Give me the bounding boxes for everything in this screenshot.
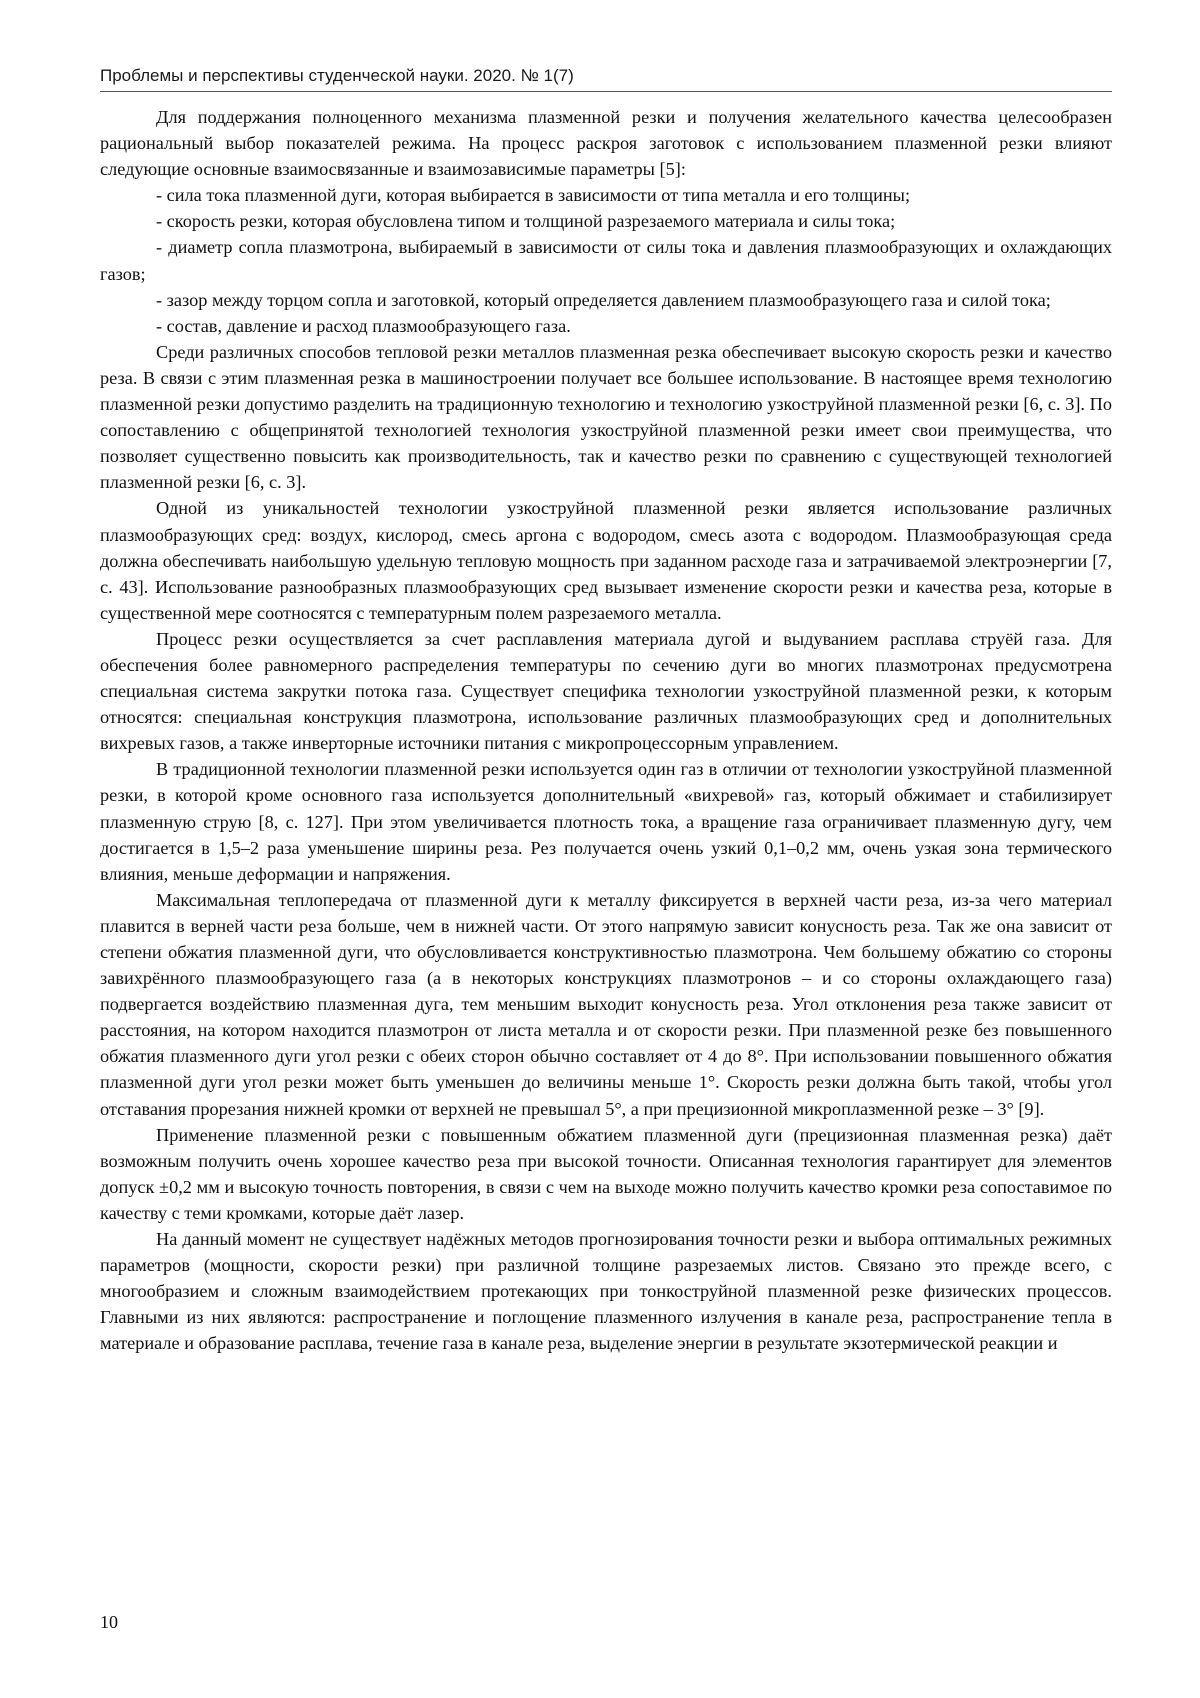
list-item-gas: - состав, давление и расход плазмообразующего газа.: [100, 313, 1112, 339]
paragraph-precision: Применение плазменной резки с повышенным обжатием плазменной дуги (прецизионная плазменная резка) даёт возможным получить очень хорошее качество реза при высокой точности. Описанная технология гарантирует для элементов допуск ±0,2 мм и высокую точность повторения, в связи с чем на выходе можно получить качество кромки реза сопоставимое по качеству с теми кромками, которые даёт лазер.: [100, 1122, 1112, 1226]
paragraph-process: Процесс резки осуществляется за счет расплавления материала дугой и выдуванием расплава струёй газа. Для обеспечения более равномерного распределения температуры по сечению дуги во многих плазмотронах предусмотрена специальная система закрутки потока газа. Существует специфика технологии узкоструйной плазменной резки, к которым относятся: специальная конструкция плазмотрона, использование различных плазмообразующих сред и дополнительных вихревых газов, а также инверторные источники питания с микропроцессорным управлением.: [100, 626, 1112, 756]
paragraph-methods: Среди различных способов тепловой резки металлов плазменная резка обеспечивает высокую скорость резки и качество реза. В связи с этим плазменная резка в машиностроении получает все большее использование. В настоящее время технологию плазменной резки допустимо разделить на традиционную технологию и технологию узкоструйной плазменной резки [6, с. 3]. По сопоставлению с общепринятой технологией технология узкоструйной плазменной резки имеет свои преимущества, что позволяет существенно повысить как производительность, так и качество резки по сравнению с существующей технологией плазменной резки [6, с. 3].: [100, 339, 1112, 496]
paragraph-media: Одной из уникальностей технологии узкоструйной плазменной резки является использование различных плазмообразующих сред: воздух, кислород, смесь аргона с водородом, смесь азота с водородом. Плазмообразующая среда должна обеспечивать наибольшую удельную тепловую мощность при заданном расходе газа и затрачиваемой электроэнергии [7, с. 43]. Использование разнообразных плазмообразующих сред вызывает изменение скорости резки и качества реза, которые в существенной мере соотносятся с температурным полем разрезаемого металла.: [100, 495, 1112, 625]
paragraph-intro: Для поддержания полноценного механизма плазменной резки и получения желательного качества целесообразен рациональный выбор показателей режима. На процесс раскроя заготовок с использованием плазменной резки влияют следующие основные взаимосвязанные и взаимозависимые параметры [5]:: [100, 104, 1112, 182]
list-item-nozzle: - диаметр сопла плазмотрона, выбираемый в зависимости от силы тока и давления плазмообразующих и охлаждающих газов;: [100, 234, 1112, 286]
paragraph-prediction: На данный момент не существует надёжных методов прогнозирования точности резки и выбора оптимальных режимных параметров (мощности, скорости резки) при различной толщине разрезаемых листов. Связано это прежде всего, с многообразием и сложным взаимодействием протекающих при тонкоструйной плазменной резке физических процессов. Главными из них являются: распространение и поглощение плазменного излучения в канале реза, распространение тепла в материале и образование расплава, течение газа в канале реза, выделение энергии в результате экзотермической реакции и: [100, 1226, 1112, 1356]
list-item-speed: - скорость резки, которая обусловлена типом и толщиной разрезаемого материала и силы тока;: [100, 208, 1112, 234]
paragraph-traditional: В традиционной технологии плазменной резки используется один газ в отличии от технологии узкоструйной плазменной резки, в которой кроме основного газа используется дополнительный «вихревой» газ, который обжимает и стабилизирует плазменную струю [8, с. 127]. При этом увеличивается плотность тока, а вращение газа ограничивает плазменную дугу, чем достигается в 1,5–2 раза уменьшение ширины реза. Рез получается очень узкий 0,1–0,2 мм, очень узкая зона термического влияния, меньше деформации и напряжения.: [100, 756, 1112, 886]
article-body: [100, 104, 1112, 1357]
page-number: 10: [100, 1612, 118, 1633]
list-item-gap: - зазор между торцом сопла и заготовкой, который определяется давлением плазмообразующего газа и силой тока;: [100, 287, 1112, 313]
list-item-current: - сила тока плазменной дуги, которая выбирается в зависимости от типа металла и его толщины;: [100, 182, 1112, 208]
paragraph-heat-transfer: Максимальная теплопередача от плазменной дуги к металлу фиксируется в верхней части реза, из-за чего материал плавится в верней части реза больше, чем в нижней части. От этого напрямую зависит конусность реза. Так же она зависит от степени обжатия плазменной дуги, что обусловливается конструктивностью плазмотрона. Чем большему обжатию со стороны завихрённого плазмообразующего газа (а в некоторых конструкциях плазмотронов – и со стороны охлаждающего газа) подвергается воздействию плазменная дуга, тем меньшим выходит конусность реза. Угол отклонения реза также зависит от расстояния, на котором находится плазмотрон от листа металла и от скорости резки. При плазменной резке без повышенного обжатия плазменного дуги угол резки с обеих сторон обычно составляет от 4 до 8°. При использовании повышенного обжатия плазменной дуги угол резки может быть уменьшен до величины меньше 1°. Скорость резки должна быть такой, чтобы угол отставания прорезания нижней кромки от верхней не превышал 5°, а при прецизионной микроплазменной резке – 3° [9].: [100, 887, 1112, 1122]
running-header: Проблемы и перспективы студенческой науки. 2020. № 1(7): [100, 66, 1112, 92]
